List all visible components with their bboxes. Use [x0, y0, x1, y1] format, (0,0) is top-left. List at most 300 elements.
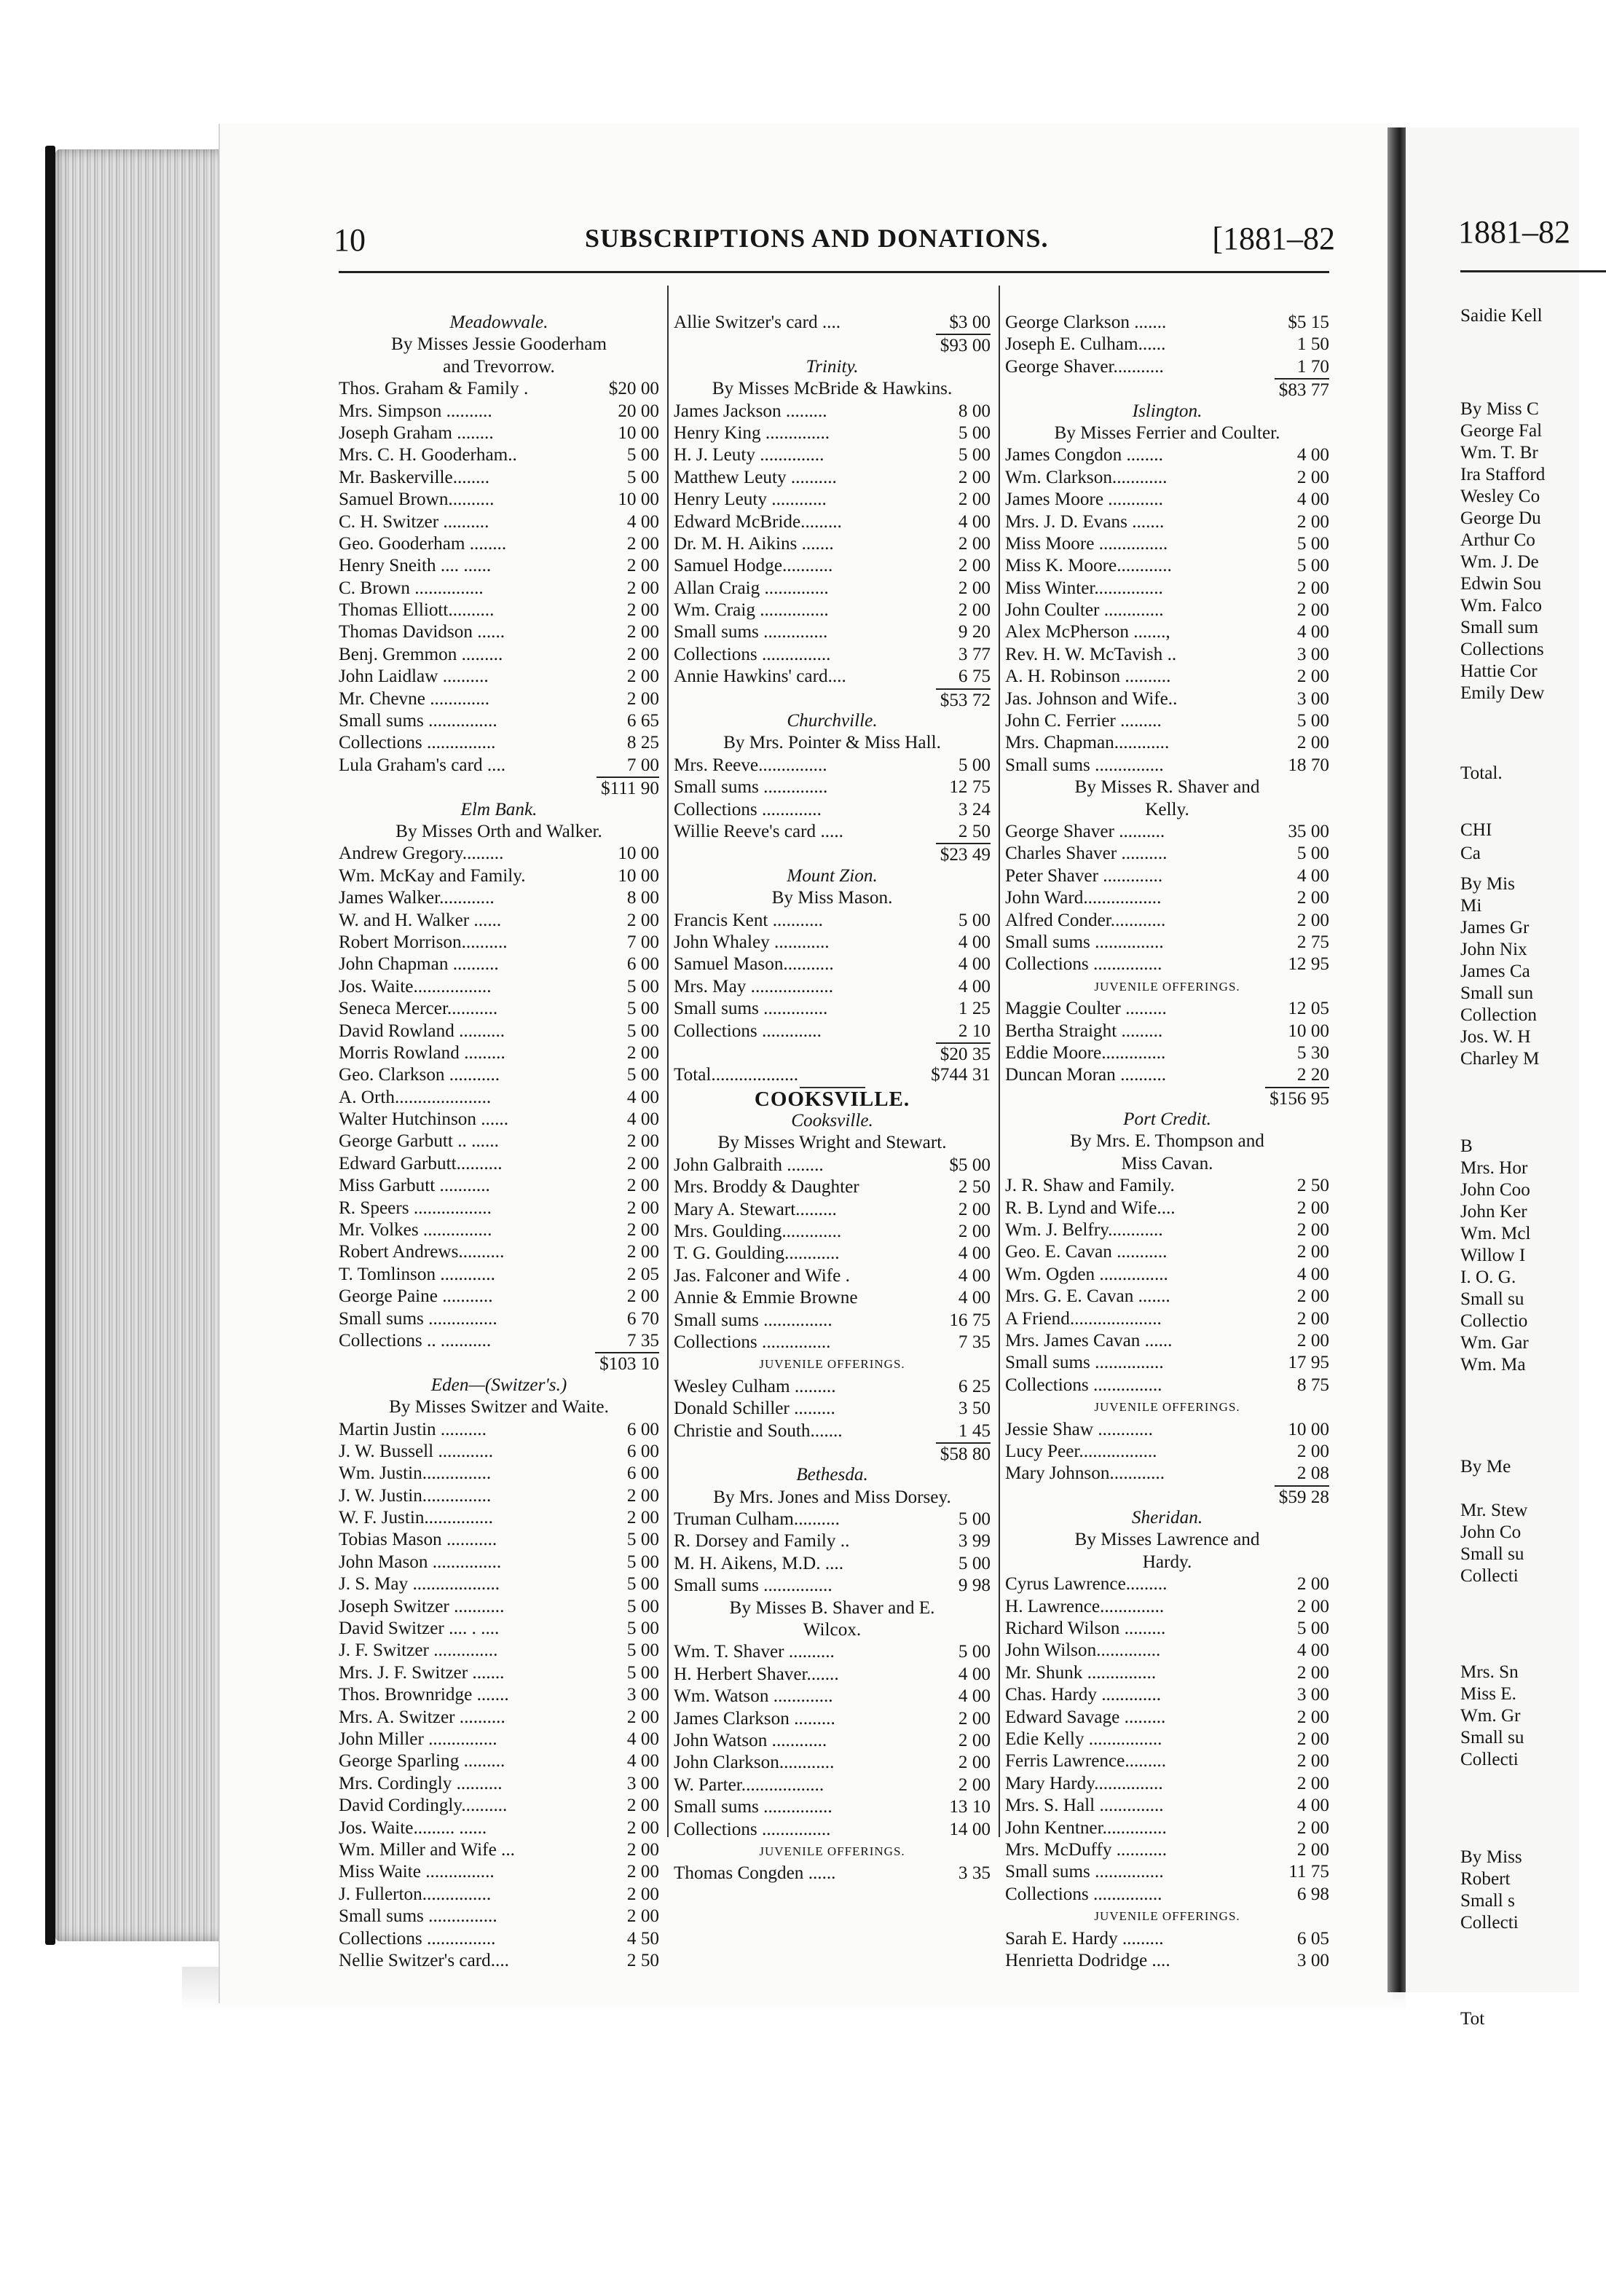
section-title: Islington.	[1132, 401, 1202, 421]
entry-row	[339, 1950, 659, 1972]
entry-row	[674, 1530, 991, 1552]
entry-row	[674, 1287, 991, 1309]
entry-name: Mrs. May ..................	[674, 976, 833, 996]
entry-row	[339, 378, 659, 400]
entry-name: John Wilson..............	[1005, 1640, 1161, 1661]
entry-name: James Congdon ........	[1005, 445, 1163, 465]
entry-row	[339, 422, 659, 444]
entry-amount: 4 00	[626, 1087, 659, 1107]
entry-name: Bertha Straight .........	[1005, 1021, 1163, 1041]
collectors-line: By Misses Lawrence and	[1074, 1530, 1260, 1550]
section-title: Churchville.	[787, 711, 878, 731]
entry-name: Mrs. Cordingly ..........	[339, 1773, 503, 1793]
entry-row	[1005, 865, 1329, 887]
entry-name: Mr. Chevne .............	[339, 688, 490, 709]
entry-amount: 4 00	[958, 1664, 991, 1684]
entry-name: Small sums ...............	[1005, 755, 1164, 775]
entry-name: Thomas Davidson ......	[339, 622, 505, 642]
entry-amount: 7 35	[958, 1332, 991, 1352]
section-total-amount: $93 00	[936, 334, 991, 355]
entry-name: Joseph Switzer ...........	[339, 1596, 505, 1616]
entry-name: Henrietta Dodridge ....	[1005, 1950, 1170, 1970]
entry-name: R. Speers .................	[339, 1198, 492, 1218]
entry-row	[1005, 932, 1329, 954]
entry-name: C. Brown ...............	[339, 578, 484, 598]
entry-amount: 5 00	[958, 1509, 991, 1530]
entry-amount: 5 00	[626, 445, 659, 465]
right-page-line: Hattie Cor	[1460, 661, 1538, 681]
entry-amount: 4 50	[626, 1928, 659, 1949]
entry-amount: 2 00	[626, 1485, 659, 1506]
entry-amount: 9 98	[958, 1576, 991, 1596]
entry-row	[339, 1021, 659, 1042]
entry-amount: 12 75	[949, 777, 991, 798]
entry-amount: 2 10	[958, 1021, 991, 1041]
entry-name: Jos. Waite.................	[339, 976, 492, 996]
entry-name: Jos. Waite......... ......	[339, 1817, 487, 1838]
grand-total-amount: $744 31	[931, 1065, 991, 1085]
section-total-amount: $20 35	[936, 1042, 991, 1064]
entry-row	[674, 1376, 991, 1398]
entry-row	[339, 1441, 659, 1463]
right-page-line: Mr. Stew	[1460, 1501, 1528, 1520]
entry-amount: 4 00	[958, 1243, 991, 1264]
entry-name: Ferris Lawrence.........	[1005, 1751, 1167, 1772]
right-page-line: Arthur Co	[1460, 530, 1535, 550]
right-page-line: By Mis	[1460, 874, 1515, 894]
section-total-amount: $103 10	[595, 1352, 659, 1374]
entry-name: Wm. Clarkson............	[1005, 467, 1168, 487]
entry-row	[339, 555, 659, 577]
entry-row	[1005, 821, 1329, 843]
entry-name: Mary A. Stewart.........	[674, 1199, 837, 1219]
section-total-amount: $23 49	[936, 843, 991, 865]
entry-name: J. Fullerton...............	[339, 1884, 492, 1904]
entry-row	[1005, 444, 1329, 466]
entry-amount: 2 00	[626, 910, 659, 930]
collectors-line: By Misses Jessie Gooderham	[391, 334, 607, 355]
section-total	[1005, 1087, 1329, 1109]
entry-row	[339, 1817, 659, 1839]
juvenile-offerings-heading: JUVENILE OFFERINGS.	[1094, 979, 1240, 994]
entry-name: Chas. Hardy .............	[1005, 1685, 1162, 1705]
entry-name: H. Herbert Shaver.......	[674, 1664, 839, 1684]
entry-row	[339, 976, 659, 998]
entry-amount: 6 75	[958, 667, 991, 687]
entry-row	[1005, 1618, 1329, 1640]
entry-row	[1005, 467, 1329, 489]
entry-name: David Cordingly..........	[339, 1796, 508, 1816]
entry-row	[674, 1553, 991, 1575]
district-heading: COOKSVILLE.	[754, 1087, 910, 1111]
entry-name: Benj. Gremmon .........	[339, 644, 503, 664]
entry-name: Geo. Gooderham ........	[339, 533, 507, 554]
entry-row	[339, 865, 659, 887]
entry-row	[674, 644, 991, 666]
entry-name: Collections ...............	[1005, 1375, 1162, 1395]
column-divider	[667, 286, 669, 1837]
entry-name: Miss Garbutt ...........	[339, 1176, 490, 1196]
entry-row	[674, 621, 991, 643]
right-page-line: John Coo	[1460, 1180, 1530, 1200]
right-page-line: George Du	[1460, 508, 1541, 528]
entry-name: J. S. May ...................	[339, 1574, 500, 1595]
entry-name: J. W. Bussell ............	[339, 1441, 494, 1461]
entry-name: Mrs. McDuffy ...........	[1005, 1839, 1168, 1860]
entry-row	[1005, 666, 1329, 688]
right-page-line: Willow I	[1460, 1246, 1526, 1265]
entry-name: Collections ...............	[674, 644, 831, 664]
entry-row	[1005, 1463, 1329, 1485]
right-page-line: Ira Stafford	[1460, 465, 1546, 484]
entry-row	[1005, 1662, 1329, 1684]
entry-name: Truman Culham..........	[674, 1509, 840, 1530]
entry-amount: 3 00	[1296, 644, 1329, 664]
entry-name: John Clarkson............	[674, 1753, 835, 1773]
section-total	[339, 1352, 659, 1374]
entry-name: Andrew Gregory.........	[339, 844, 504, 864]
entry-name: Joseph E. Culham......	[1005, 334, 1166, 355]
entry-amount: 4 00	[626, 511, 659, 532]
entry-row	[339, 843, 659, 865]
right-page-line: Edwin Sou	[1460, 574, 1542, 594]
entry-name: Mrs. S. Hall ..............	[1005, 1796, 1164, 1816]
entry-name: Henry King ..............	[674, 422, 830, 443]
right-page-line: Mrs. Sn	[1460, 1662, 1519, 1682]
entry-amount: 6 00	[626, 1419, 659, 1439]
entry-name: Wm. J. Belfry............	[1005, 1220, 1163, 1241]
entry-name: Small sums ...............	[674, 1310, 832, 1330]
entry-amount: 5 00	[958, 422, 991, 443]
entry-name: Lucy Peer.................	[1005, 1441, 1157, 1461]
entry-name: T. Tomlinson ............	[339, 1264, 495, 1284]
entry-amount: 2 00	[626, 1796, 659, 1816]
entry-name: John Ward.................	[1005, 888, 1162, 908]
entry-row	[339, 954, 659, 975]
section-title: Bethesda.	[796, 1465, 868, 1485]
entry-row	[1005, 1750, 1329, 1772]
right-page-line: By Me	[1460, 1457, 1511, 1477]
entry-row	[674, 489, 991, 511]
right-page-line: Collecti	[1460, 1566, 1519, 1586]
right-page-line: Collections	[1460, 640, 1544, 659]
entry-amount: 4 00	[958, 932, 991, 952]
entry-name: Edward Garbutt..........	[339, 1153, 503, 1173]
section-title: Cooksville.	[791, 1111, 873, 1131]
entry-amount: 9 20	[958, 622, 991, 642]
collectors-line: Wilcox.	[803, 1620, 862, 1640]
section-total	[674, 334, 991, 355]
entry-name: George Paine ...........	[339, 1286, 493, 1307]
entry-row	[339, 1729, 659, 1750]
right-page-line: Wm. Gr	[1460, 1706, 1521, 1726]
entry-amount: 3 00	[1296, 1950, 1329, 1970]
entry-amount: 2 00	[1296, 1839, 1329, 1860]
collectors-line: Miss Cavan.	[1121, 1153, 1213, 1173]
entry-row	[674, 1176, 991, 1198]
entry-amount: 2 00	[1296, 600, 1329, 621]
entry-name: J. F. Switzer ..............	[339, 1640, 498, 1661]
entry-name: Wm. McKay and Family.	[339, 865, 526, 886]
entry-name: Small sums ...............	[1005, 932, 1164, 952]
entry-amount: 2 00	[1296, 667, 1329, 687]
entry-amount: 2 00	[626, 1707, 659, 1727]
entry-name: Maggie Coulter .........	[1005, 999, 1167, 1019]
entry-name: W. F. Justin...............	[339, 1508, 493, 1528]
entry-name: Martin Justin ..........	[339, 1419, 487, 1439]
entry-amount: 2 00	[626, 1242, 659, 1262]
entry-amount: $3 00	[949, 312, 991, 332]
entry-amount: 2 00	[958, 1222, 991, 1242]
entry-row	[339, 1264, 659, 1286]
entry-amount: 4 00	[1296, 1264, 1329, 1284]
entry-row	[674, 1265, 991, 1287]
book-edge	[45, 146, 55, 1945]
entry-row	[1005, 1441, 1329, 1463]
collectors-line: By Misses R. Shaver and	[1074, 777, 1260, 798]
entry-name: Samuel Mason...........	[674, 954, 834, 975]
entry-row	[674, 932, 991, 954]
entry-name: Mrs. Chapman............	[1005, 733, 1170, 753]
juvenile-offerings-heading: JUVENILE OFFERINGS.	[1094, 1909, 1240, 1924]
entry-amount: 35 00	[1288, 821, 1329, 841]
entry-row	[339, 578, 659, 599]
right-page-header: 1881–82	[1458, 214, 1570, 250]
entry-name: Collections ...............	[339, 1928, 496, 1949]
collectors-line: By Mrs. Pointer & Miss Hall.	[723, 733, 941, 753]
entry-name: Collections ...............	[674, 1332, 831, 1352]
entry-row	[339, 1286, 659, 1308]
section-total	[339, 777, 659, 798]
entry-name: Christie and South.......	[674, 1420, 843, 1441]
entry-name: Mrs. G. E. Cavan .......	[1005, 1286, 1170, 1307]
entry-name: Jessie Shaw ............	[1005, 1419, 1153, 1439]
section-total	[1005, 1485, 1329, 1507]
entry-row	[339, 998, 659, 1020]
entry-name: Mrs. A. Switzer ..........	[339, 1707, 505, 1727]
entry-amount: 5 00	[626, 1574, 659, 1595]
entry-amount: 2 00	[626, 1817, 659, 1838]
entry-name: Small sums ...............	[674, 1797, 832, 1817]
entry-name: John Chapman ..........	[339, 954, 499, 975]
entry-row	[339, 1552, 659, 1573]
right-page-line: James Ca	[1460, 962, 1530, 981]
entry-amount: 2 00	[626, 1198, 659, 1218]
entry-name: George Shaver ..........	[1005, 821, 1165, 841]
entry-amount: 5 00	[626, 976, 659, 996]
entry-row	[339, 467, 659, 489]
entry-row	[339, 599, 659, 621]
entry-amount: 5 00	[626, 1552, 659, 1572]
entry-name: David Rowland ..........	[339, 1021, 505, 1041]
entry-row	[339, 666, 659, 688]
entry-name: Mrs. Broddy & Daughter	[674, 1177, 859, 1198]
entry-name: George Shaver...........	[1005, 356, 1164, 377]
entry-amount: $5 00	[949, 1155, 991, 1175]
entry-row	[339, 1308, 659, 1330]
entry-row	[1005, 1352, 1329, 1374]
entry-row	[339, 1839, 659, 1861]
juvenile-offerings-heading: JUVENILE OFFERINGS.	[759, 1357, 905, 1372]
entry-amount: 2 00	[626, 556, 659, 576]
entry-amount: 5 00	[1296, 533, 1329, 554]
entry-amount: 2 00	[1296, 888, 1329, 908]
page-header	[334, 216, 1335, 259]
entry-amount: 2 00	[626, 1508, 659, 1528]
entry-row	[674, 1819, 991, 1841]
entry-name: Mr. Volkes ...............	[339, 1220, 492, 1241]
entry-row	[674, 1155, 991, 1176]
entry-name: Small sums ...............	[339, 711, 497, 731]
collectors-line: Hardy.	[1142, 1552, 1192, 1572]
juvenile-offerings-heading: JUVENILE OFFERINGS.	[1094, 1400, 1240, 1415]
entry-amount: 2 00	[1296, 733, 1329, 753]
collectors-line: By Mrs. Jones and Miss Dorsey.	[713, 1487, 951, 1507]
entry-amount: 10 00	[618, 844, 659, 864]
entry-amount: 2 75	[1296, 932, 1329, 952]
entry-row	[1005, 1330, 1329, 1352]
entry-amount: 3 99	[958, 1531, 991, 1552]
right-page-line: CHI	[1460, 820, 1492, 840]
section-title: Elm Bank.	[460, 799, 538, 819]
entry-name: Rev. H. W. McTavish ..	[1005, 644, 1177, 664]
section-total-amount: $53 72	[936, 688, 991, 710]
entry-row	[1005, 533, 1329, 555]
entry-row	[1005, 644, 1329, 666]
section-title: Trinity.	[806, 356, 859, 377]
entry-amount: 4 00	[1296, 1640, 1329, 1661]
right-page-line: Collectio	[1460, 1311, 1528, 1331]
entry-amount: 2 00	[626, 1220, 659, 1241]
entry-name: James Clarkson .........	[674, 1708, 835, 1729]
entry-row	[674, 1398, 991, 1420]
entry-name: Wm. Miller and Wife ...	[339, 1839, 515, 1860]
entry-row	[1005, 1375, 1329, 1396]
entry-amount: 2 00	[626, 1153, 659, 1173]
right-page-line: John Co	[1460, 1522, 1522, 1542]
entry-row	[339, 1109, 659, 1131]
entry-name: James Walker............	[339, 888, 495, 908]
entry-row	[339, 887, 659, 909]
section-total-amount: $58 80	[936, 1442, 991, 1464]
right-page-line: Collection	[1460, 1005, 1537, 1025]
entry-name: John Miller ...............	[339, 1729, 497, 1749]
right-page-line: Small su	[1460, 1289, 1524, 1309]
right-page-line: Small s	[1460, 1891, 1515, 1911]
entry-row	[1005, 1773, 1329, 1795]
entry-name: Small sums ...............	[1005, 1353, 1164, 1373]
entry-amount: 2 00	[626, 533, 659, 554]
entry-name: Samuel Brown..........	[339, 490, 495, 510]
entry-row	[339, 511, 659, 533]
right-page-line: James Gr	[1460, 918, 1530, 937]
entry-amount: 5 00	[626, 1662, 659, 1683]
entry-name: R. Dorsey and Family ..	[674, 1531, 850, 1552]
entry-row	[339, 1618, 659, 1640]
entry-amount: 2 00	[1296, 1817, 1329, 1838]
entry-amount: 5 00	[626, 1596, 659, 1616]
entry-amount: 2 00	[1296, 1662, 1329, 1683]
entry-row	[339, 644, 659, 666]
entry-row	[674, 1863, 991, 1884]
entry-row	[674, 1021, 991, 1042]
entry-row	[339, 1241, 659, 1263]
entry-amount: 2 00	[1296, 1574, 1329, 1595]
entry-amount: 4 00	[958, 1686, 991, 1707]
entry-name: Geo. E. Cavan ...........	[1005, 1242, 1168, 1262]
entry-name: J. R. Shaw and Family.	[1005, 1176, 1175, 1196]
entry-row	[674, 1199, 991, 1221]
entry-amount: 5 00	[1296, 711, 1329, 731]
entry-amount: 12 95	[1288, 954, 1329, 975]
entry-row	[1005, 1219, 1329, 1241]
entry-row	[1005, 1861, 1329, 1883]
entry-row	[674, 998, 991, 1020]
entry-row	[1005, 732, 1329, 754]
entry-row	[674, 1221, 991, 1243]
entry-row	[339, 1419, 659, 1441]
entry-name: Mrs. Simpson ..........	[339, 401, 492, 421]
entry-name: Thomas Congden ......	[674, 1863, 836, 1884]
entry-row	[674, 444, 991, 466]
entry-name: Morris Rowland .........	[339, 1042, 505, 1063]
entry-amount: 6 25	[958, 1376, 991, 1396]
entry-amount: 5 00	[1296, 556, 1329, 576]
entry-row	[1005, 688, 1329, 710]
entry-name: T. G. Goulding............	[674, 1243, 840, 1264]
entry-name: John Coulter .............	[1005, 600, 1164, 621]
entry-row	[1005, 843, 1329, 865]
entry-amount: 2 00	[958, 578, 991, 598]
entry-row	[339, 1884, 659, 1906]
entry-row	[674, 1774, 991, 1796]
entry-amount: 2 00	[626, 1884, 659, 1904]
entry-name: Thos. Brownridge .......	[339, 1685, 509, 1705]
entry-amount: 4 00	[626, 1109, 659, 1130]
collectors-line: By Misses Ferrier and Coulter.	[1054, 422, 1280, 443]
section-total	[674, 1042, 991, 1064]
entry-row	[1005, 312, 1329, 334]
entry-amount: 5 00	[626, 1065, 659, 1085]
entry-name: Wm. Ogden ...............	[1005, 1264, 1168, 1284]
entry-name: A Friend....................	[1005, 1308, 1162, 1329]
entry-name: John Kentner..............	[1005, 1817, 1167, 1838]
entry-name: Collections .............	[674, 1021, 822, 1041]
juvenile-offerings-heading: JUVENILE OFFERINGS.	[759, 1844, 905, 1858]
entry-amount: 5 00	[958, 910, 991, 930]
entry-amount: 7 00	[626, 932, 659, 952]
entry-name: Collections .............	[674, 799, 822, 819]
entry-name: David Switzer .... . ....	[339, 1619, 500, 1639]
entry-amount: 2 00	[1296, 1441, 1329, 1461]
entry-amount: 2 00	[1296, 1773, 1329, 1793]
entry-amount: 2 00	[1296, 1707, 1329, 1727]
right-page-line: Small sun	[1460, 983, 1534, 1003]
entry-name: Henry Leuty ............	[674, 490, 827, 510]
entry-name: Wm. Justin...............	[339, 1463, 492, 1484]
grand-total-label: Total...................	[674, 1065, 799, 1085]
right-page-line: Small sum	[1460, 618, 1539, 637]
entry-name: Mrs. Reeve...............	[674, 755, 827, 775]
entry-amount: 2 00	[958, 467, 991, 487]
entry-name: Dr. M. H. Aikins .......	[674, 533, 834, 554]
page-year: [1881–82	[1212, 221, 1335, 256]
entry-row	[674, 1509, 991, 1530]
entry-name: George Clarkson .......	[1005, 312, 1167, 332]
section-total-amount: $59 28	[1275, 1485, 1329, 1507]
entry-amount: 7 00	[626, 755, 659, 775]
entry-row	[1005, 1042, 1329, 1064]
